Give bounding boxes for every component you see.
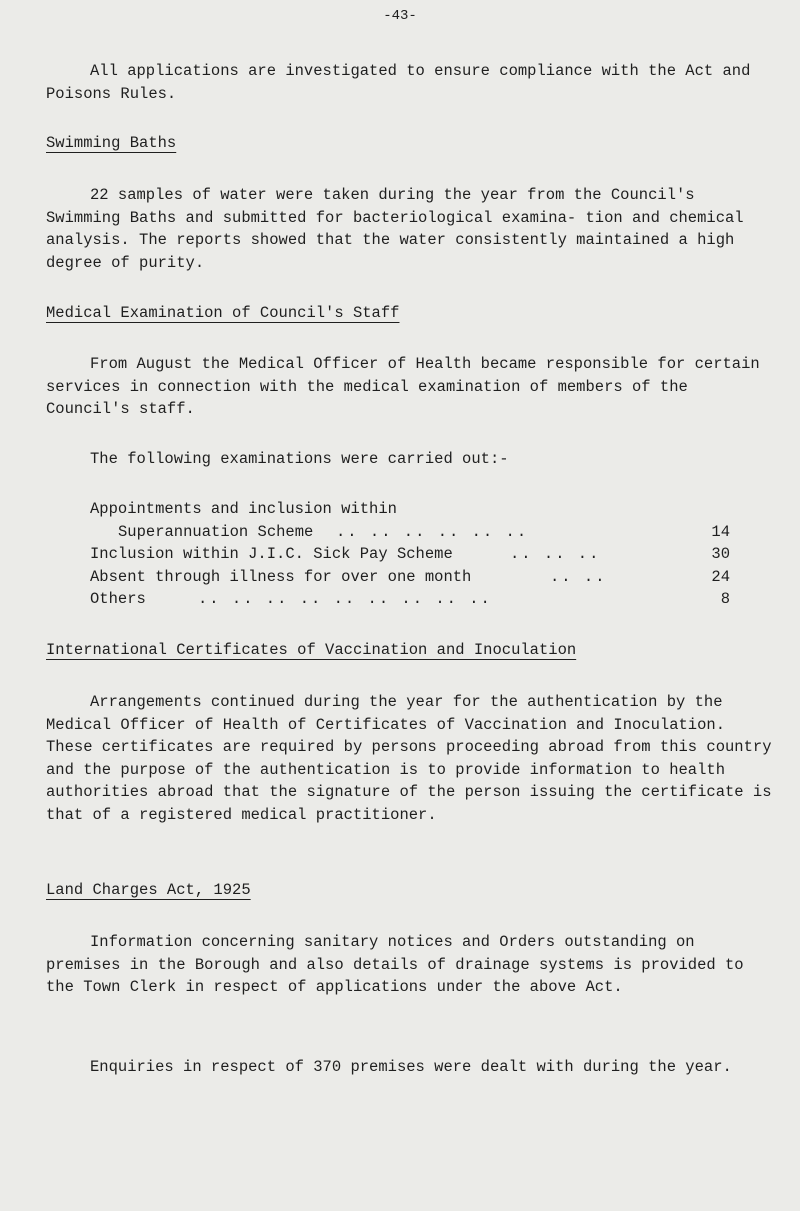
table-row xyxy=(90,588,730,611)
table-row xyxy=(90,498,730,521)
table-row xyxy=(90,521,730,544)
table-row xyxy=(90,543,730,566)
leader-dots: .. .. .. xyxy=(510,545,601,563)
medical-examination-paragraph: From August the Medical Officer of Health became responsible for certain services in connection with the medical examination of members of the Council's staff. xyxy=(46,355,760,418)
international-certificates-heading: International Certificates of Vaccination and Inoculation xyxy=(46,641,577,659)
row-label: Others xyxy=(90,590,146,608)
leader-dots: .. .. .. .. .. .. xyxy=(336,522,529,541)
medical-examination-heading: Medical Examination of Council's Staff xyxy=(46,304,400,322)
swimming-baths-paragraph: 22 samples of water were taken during the year from the Council's Swimming Baths and submitted for bacteriological examina- tion and chemical analysis. The reports showed that the water consistently maintained a high degree of purity. xyxy=(46,186,744,272)
leader-dots: .. .. .. .. .. .. .. .. .. xyxy=(198,590,492,608)
enquiries-paragraph: Enquiries in respect of 370 premises were dealt with during the year. xyxy=(90,1058,732,1076)
international-certificates-paragraph: Arrangements continued during the year for the authentication by the Medical Officer of Health of Certificates of Vaccination and Inoculation. These certificates are required by persons proceeding abroad from this country and the purpose of the authentication is to provide information to health authorities abroad that the signature of the person issuing the certificate is that of a registered medical practitioner. xyxy=(46,693,772,824)
row-value: 30 xyxy=(711,545,730,563)
row-value: 24 xyxy=(711,567,730,586)
row-label: Absent through illness for over one month xyxy=(90,567,472,586)
land-charges-paragraph: Information concerning sanitary notices and Orders outstanding on premises in the Borough and also details of drainage systems is provided to the Town Clerk in respect of applications under the above Act. xyxy=(46,933,744,996)
row-value: 14 xyxy=(711,522,730,541)
page-number: -43- xyxy=(383,8,417,24)
land-charges-heading: Land Charges Act, 1925 xyxy=(46,881,251,899)
leader-dots: .. .. xyxy=(550,567,607,586)
examinations-intro: The following examinations were carried out:- xyxy=(90,450,509,468)
swimming-baths-heading: Swimming Baths xyxy=(46,134,177,152)
row-value: 8 xyxy=(720,590,730,608)
examinations-table xyxy=(90,498,730,611)
row-label: Superannuation Scheme xyxy=(118,522,314,541)
table-row xyxy=(90,566,730,589)
row-label: Inclusion within J.I.C. Sick Pay Scheme xyxy=(90,545,453,563)
intro-paragraph: All applications are investigated to ensure compliance with the Act and Poisons Rules. xyxy=(46,62,751,103)
row-label: Appointments and inclusion within xyxy=(90,500,397,518)
